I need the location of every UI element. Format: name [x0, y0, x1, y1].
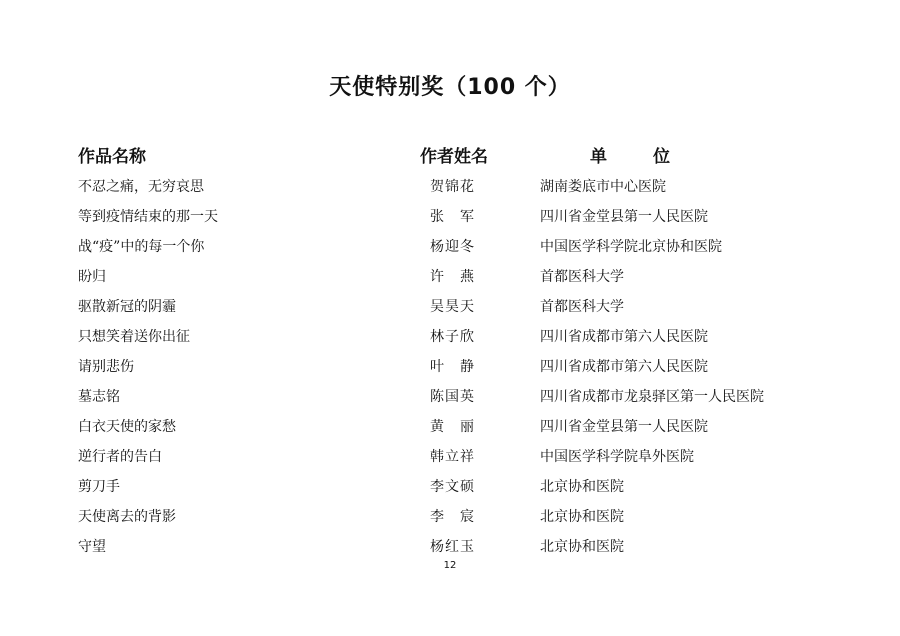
- unit-name: 北京协和医院: [540, 479, 624, 495]
- author-name: 李 宸: [430, 509, 475, 525]
- unit-name: 北京协和医院: [540, 539, 624, 555]
- table-row: [0, 440, 900, 470]
- award-list: [0, 170, 900, 560]
- table-row: [0, 170, 900, 200]
- table-row: [0, 530, 900, 560]
- unit-name: 四川省成都市第六人民医院: [540, 359, 708, 375]
- author-name: 杨红玉: [430, 539, 475, 555]
- author-name: 叶 静: [430, 359, 475, 375]
- author-name: 贺锦花: [430, 179, 475, 195]
- author-name: 李文硕: [430, 479, 475, 495]
- author-name: 许 燕: [430, 269, 475, 285]
- work-title: 剪刀手: [78, 479, 120, 495]
- work-title: 不忍之痛，无穷哀思: [78, 179, 204, 195]
- work-title: 墓志铭: [78, 389, 120, 405]
- column-header-work: 作品名称: [78, 147, 146, 167]
- table-row: [0, 320, 900, 350]
- unit-name: 四川省成都市龙泉驿区第一人民医院: [540, 389, 764, 405]
- author-name: 韩立祥: [430, 449, 475, 465]
- unit-name: 四川省金堂县第一人民医院: [540, 419, 708, 435]
- column-header-unit: 单位: [590, 147, 716, 167]
- table-row: [0, 350, 900, 380]
- table-row: [0, 410, 900, 440]
- unit-name: 中国医学科学院北京协和医院: [540, 239, 722, 255]
- table-row: [0, 470, 900, 500]
- author-name: 林子欣: [430, 329, 475, 345]
- author-name: 张 军: [430, 209, 475, 225]
- work-title: 盼归: [78, 269, 106, 285]
- author-name: 吴昊天: [430, 299, 475, 315]
- unit-name: 四川省成都市第六人民医院: [540, 329, 708, 345]
- author-name: 陈国英: [430, 389, 475, 405]
- work-title: 驱散新冠的阴霾: [78, 299, 176, 315]
- work-title: 白衣天使的家愁: [78, 419, 176, 435]
- work-title: 请别悲伤: [78, 359, 134, 375]
- table-row: [0, 200, 900, 230]
- page-number: 12: [443, 560, 457, 571]
- work-title: 等到疫情结束的那一天: [78, 209, 218, 225]
- table-row: [0, 380, 900, 410]
- table-row: [0, 260, 900, 290]
- table-row: [0, 230, 900, 260]
- table-row: [0, 500, 900, 530]
- unit-name: 中国医学科学院阜外医院: [540, 449, 694, 465]
- unit-name: 北京协和医院: [540, 509, 624, 525]
- column-header-author: 作者姓名: [420, 147, 488, 167]
- unit-name: 首都医科大学: [540, 269, 624, 285]
- work-title: 守望: [78, 539, 106, 555]
- unit-name: 四川省金堂县第一人民医院: [540, 209, 708, 225]
- work-title: 只想笑着送你出征: [78, 329, 190, 345]
- unit-name: 湖南娄底市中心医院: [540, 179, 666, 195]
- work-title: 逆行者的告白: [78, 449, 162, 465]
- work-title: 战“疫”中的每一个你: [78, 239, 205, 255]
- author-name: 杨迎冬: [430, 239, 475, 255]
- author-name: 黄 丽: [430, 419, 475, 435]
- work-title: 天使离去的背影: [78, 509, 176, 525]
- unit-name: 首都医科大学: [540, 299, 624, 315]
- page-title: 天使特别奖（100 个）: [329, 75, 571, 100]
- table-row: [0, 290, 900, 320]
